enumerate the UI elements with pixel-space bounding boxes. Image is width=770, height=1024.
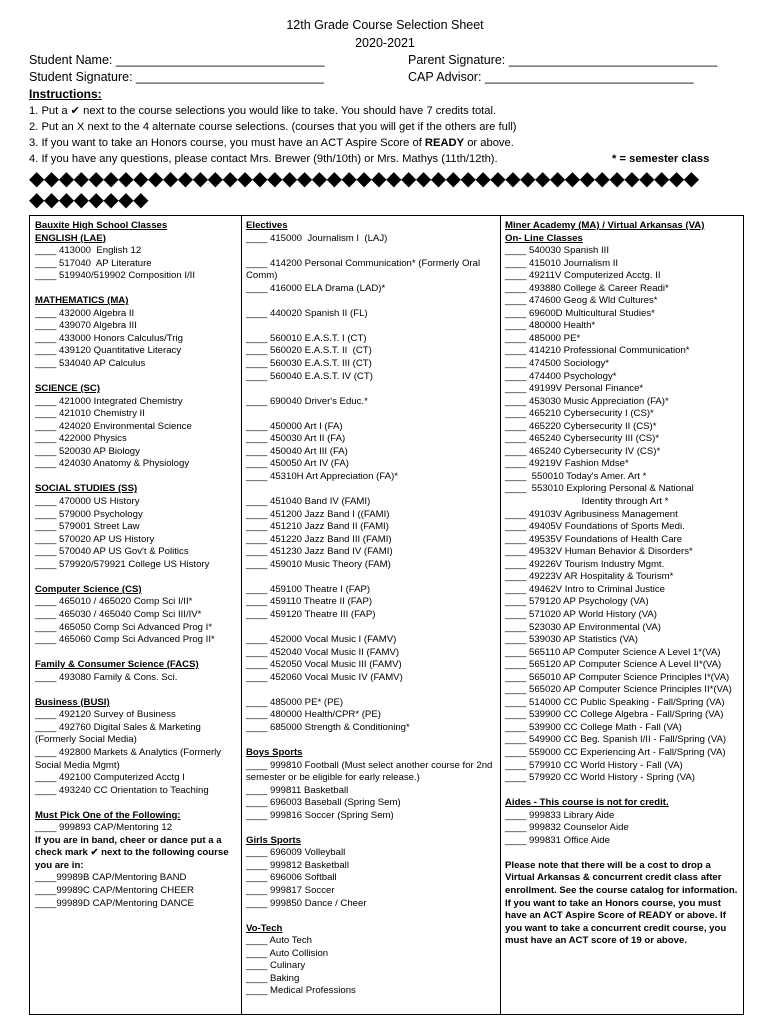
instruction-3 — [29, 137, 514, 149]
list-item[interactable]: ____ 579001 Street Law — [35, 521, 140, 533]
list-item[interactable]: ____ 450050 Art IV (FA) — [246, 458, 349, 470]
instruction-2: 2. Put an X next to the 4 alternate course selections. (courses that you will get if the others are full) — [29, 121, 517, 133]
list-item[interactable]: ____ 579920 CC World History - Spring (VA) — [505, 772, 696, 784]
list-item[interactable]: ____ 465220 Cybersecurity II (CS)* — [505, 420, 657, 432]
list-item[interactable]: ____ Auto Tech — [246, 935, 312, 947]
page-title: 12th Grade Course Selection Sheet — [286, 18, 484, 32]
list-item[interactable]: ____ 570040 AP US Gov't & Politics — [35, 546, 189, 558]
list-item[interactable]: ____ 424030 Anatomy & Physiology — [35, 458, 190, 470]
list-item[interactable]: ____ Baking — [246, 972, 300, 984]
electives-heading: Electives — [246, 220, 288, 231]
list-item[interactable]: ____ 414200 Personal Communication* (Formerly Oral Comm) — [246, 257, 481, 282]
must-pick-heading: Must Pick One of the Following: — [35, 809, 181, 821]
list-item[interactable]: ____ 450000 Art I (FA) — [246, 420, 343, 432]
list-item[interactable]: ____ 49405V Foundations of Sports Medi. — [505, 521, 685, 533]
instruction-3-text: 3. If you want to take an Honors course, you must have an ACT Aspire Score of — [29, 137, 425, 149]
list-item[interactable]: ____ 550010 Today's Amer. Art * — [505, 470, 647, 482]
diamond-divider-row-2: ◆◆◆◆◆◆◆◆ — [29, 190, 149, 210]
list-item[interactable]: ____ 534040 AP Calculus — [35, 358, 146, 370]
list-item[interactable]: ____ 999812 Basketball — [246, 859, 349, 871]
column-divider-1 — [241, 216, 242, 1014]
column-divider-2 — [500, 216, 501, 1014]
list-item[interactable]: ____ 49199V Personal Finance* — [505, 383, 644, 395]
list-item[interactable]: ____ 450040 Art III (FA) — [246, 445, 348, 457]
list-item[interactable]: ____ 999810 Football (Must select another course for 2nd semester or be eligible for early release.) — [246, 759, 493, 784]
column-bauxite — [35, 220, 238, 910]
list-item[interactable]: ____ 452000 Vocal Music I (FAMV) — [246, 634, 397, 646]
list-item[interactable]: ____ 690040 Driver's Educ.* — [246, 395, 368, 407]
online-heading-1: Miner Academy (MA) / Virtual Arkansas (VA) — [505, 220, 705, 231]
list-item[interactable]: ____ 49532V Human Behavior & Disorders* — [505, 546, 693, 558]
virtual-arkansas-note: Please note that there will be a cost to drop a Virtual Arkansas & concurrent credit class after enrollment. See the course catalog for information. If you want to take an Honors course, you must have an ACT Aspire Score of READY or above. If you want to take a concurrent credit course, you must have an ACT score of 19 or above. — [505, 859, 738, 947]
diamond-divider-row-1: ◆◆◆◆◆◆◆◆◆◆◆◆◆◆◆◆◆◆◆◆◆◆◆◆◆◆◆◆◆◆◆◆◆◆◆◆◆◆◆◆◆◆◆◆◆ — [29, 169, 699, 189]
list-item[interactable]: ____ 579920/579921 College US History — [35, 558, 210, 570]
list-item[interactable]: ____ 579000 Psychology — [35, 508, 143, 520]
list-item[interactable]: ____ 49219V Fashion Mdse* — [505, 458, 629, 470]
list-item[interactable]: ____ 539900 CC College Math - Fall (VA) — [505, 721, 682, 733]
list-item[interactable]: ____ 452060 Vocal Music IV (FAMV) — [246, 671, 403, 683]
list-item[interactable]: ____ 450030 Art II (FA) — [246, 433, 346, 445]
list-item[interactable]: ____ 459120 Theatre III (FAP) — [246, 608, 376, 620]
online-heading-2: On- Line Classes — [505, 232, 583, 244]
list-item[interactable]: ____ 999831 Office Aide — [505, 834, 610, 846]
list-item[interactable]: ____ 696003 Baseball (Spring Sem) — [246, 797, 401, 809]
list-item[interactable]: ____ 439070 Algebra III — [35, 320, 137, 332]
instruction-1: 1. Put a ✔ next to the course selections you would like to take. You should have 7 credits total. — [29, 105, 497, 117]
list-item[interactable]: ____ 553010 Exploring Personal & National — [505, 483, 694, 495]
list-item[interactable]: ____ 565010 AP Computer Science Principles I*(VA) — [505, 671, 730, 683]
list-item[interactable]: ____ 415010 Journalism II — [505, 257, 619, 269]
list-item[interactable]: ____ 571020 AP World History (VA) — [505, 608, 657, 620]
course-table — [29, 215, 744, 1015]
list-item[interactable]: ____ 49462V Intro to Criminal Justice — [505, 583, 665, 595]
list-item[interactable]: ____99989D CAP/Mentoring DANCE — [35, 897, 194, 909]
list-item[interactable]: ____ 433000 Honors Calculus/Trig — [35, 332, 183, 344]
list-item[interactable]: ____ 465030 / 465040 Comp Sci III/IV* — [35, 608, 202, 620]
list-item[interactable]: ____ 49535V Foundations of Health Care — [505, 533, 683, 545]
list-item[interactable]: ____ 451220 Jazz Band III (FAMI) — [246, 533, 392, 545]
list-item[interactable]: ____ 414210 Professional Communication* — [505, 345, 690, 357]
list-item[interactable]: ____ 422000 Physics — [35, 433, 127, 445]
list-item[interactable]: ____ 565110 AP Computer Science A Level 1*(VA) — [505, 646, 721, 658]
list-item[interactable]: ____ 465010 / 465020 Comp Sci I/II* — [35, 596, 193, 608]
band-cheer-dance-note: If you are in band, cheer or dance put a a check mark ✔ next to the following course you are in: — [35, 834, 229, 871]
list-item[interactable]: ____ 579910 CC World History - Fall (VA) — [505, 759, 683, 771]
list-item[interactable]: ____ 459010 Music Theory (FAM) — [246, 558, 391, 570]
list-item[interactable]: ____ 492100 Computerized Acctg I — [35, 772, 185, 784]
business-heading: Business (BUSI) — [35, 696, 110, 708]
online-list-2 — [505, 509, 745, 785]
list-item[interactable]: ____ 539030 AP Statistics (VA) — [505, 634, 638, 646]
boys-sports-heading: Boys Sports — [246, 746, 303, 758]
list-item[interactable]: ____ 519940/519902 Composition I/II — [35, 270, 196, 282]
list-item[interactable]: ____ 421000 Integrated Chemistry — [35, 395, 183, 407]
instruction-3-ready: READY — [424, 137, 465, 149]
list-item[interactable]: ____ 492800 Markets & Analytics (Formerly Social Media Mgmt) — [35, 746, 222, 771]
list-item[interactable]: ____ 999811 Basketball — [246, 784, 349, 796]
list-item[interactable]: ____ 999893 CAP/Mentoring 12 — [35, 822, 173, 834]
list-item[interactable]: ____ 539900 CC College Algebra - Fall/Spring (VA) — [505, 709, 724, 721]
aides-heading: Aides - This course is not for credit. — [505, 797, 669, 809]
list-item[interactable]: ____ 565120 AP Computer Science A Level II*(VA) — [505, 659, 722, 671]
list-item[interactable]: ____ 451230 Jazz Band IV (FAMI) — [246, 546, 393, 558]
list-item[interactable]: ____ 560010 E.A.S.T. I (CT) — [246, 332, 367, 344]
cap-advisor-field[interactable]: CAP Advisor: ______________________________ — [408, 70, 694, 84]
list-item[interactable]: ____ 439120 Quantitative Literacy — [35, 345, 182, 357]
list-item[interactable]: ____ 999817 Soccer — [246, 884, 335, 896]
list-item[interactable]: ____ 451040 Band IV (FAMI) — [246, 496, 371, 508]
list-item[interactable]: ____ 432000 Algebra II — [35, 307, 135, 319]
list-item[interactable]: ____ 413000 English 12 — [35, 245, 142, 257]
list-item[interactable]: ____ 685000 Strength & Conditioning* — [246, 721, 410, 733]
list-item[interactable]: ____ Culinary — [246, 960, 306, 972]
list-item[interactable]: ____ 493240 CC Orientation to Teaching — [35, 784, 209, 796]
list-item[interactable]: ____ 523030 AP Environmental (VA) — [505, 621, 661, 633]
list-item[interactable]: ____ 570020 AP US History — [35, 533, 155, 545]
list-item[interactable]: ____ 45310H Art Appreciation (FA)* — [246, 470, 398, 482]
list-item[interactable]: ____ 459100 Theatre I (FAP) — [246, 583, 371, 595]
list-item[interactable]: ____ 492120 Survey of Business — [35, 709, 176, 721]
list-item[interactable]: ____ 560040 E.A.S.T. IV (CT) — [246, 370, 373, 382]
list-item[interactable]: ____ 485000 PE* (PE) — [246, 696, 344, 708]
science-heading: SCIENCE (SC) — [35, 383, 101, 395]
list-item[interactable]: ____ 69600D Multicultural Studies* — [505, 307, 655, 319]
list-item[interactable]: ____ 465050 Comp Sci Advanced Prog I* — [35, 621, 213, 633]
instruction-4: 4. If you have any questions, please contact Mrs. Brewer (9th/10th) or Mrs. Mathys (11th/12th). — [29, 153, 498, 165]
list-item[interactable]: ____ 421010 Chemistry II — [35, 408, 145, 420]
math-heading: MATHEMATICS (MA) — [35, 295, 129, 307]
online-list-1 — [505, 245, 745, 483]
list-item[interactable]: ____ Medical Professions — [246, 985, 356, 997]
list-item[interactable]: ____ 559000 CC Experiencing Art - Fall/Spring (VA) — [505, 746, 726, 758]
list-item[interactable]: ____ 459110 Theatre II (FAP) — [246, 596, 373, 608]
list-item[interactable]: ____ 696009 Volleyball — [246, 847, 346, 859]
list-item[interactable]: ____ 485000 PE* — [505, 332, 581, 344]
list-item[interactable]: ____ 453030 Music Appreciation (FA)* — [505, 395, 669, 407]
list-item[interactable]: ____ 999832 Counselor Aide — [505, 822, 629, 834]
school-heading: Bauxite High School Classes — [35, 220, 168, 231]
list-item[interactable]: ____ 424020 Environmental Science — [35, 420, 192, 432]
list-item[interactable]: ____99989C CAP/Mentoring CHEER — [35, 884, 194, 896]
list-item[interactable]: ____ 493080 Family & Cons. Sci. — [35, 671, 178, 683]
column-online — [505, 220, 745, 948]
list-item[interactable]: ____ 492760 Digital Sales & Marketing (Formerly Social Media) — [35, 721, 201, 746]
list-item[interactable]: ____ 440020 Spanish II (FL) — [246, 307, 368, 319]
list-item[interactable]: ____ 480000 Health* — [505, 320, 596, 332]
list-item[interactable]: ____ 474400 Psychology* — [505, 370, 617, 382]
list-item[interactable]: ____ 560020 E.A.S.T. II (CT) — [246, 345, 372, 357]
girls-sports-heading: Girls Sports — [246, 834, 301, 846]
list-item[interactable]: ____ 465240 Cybersecurity IV (CS)* — [505, 445, 661, 457]
list-item[interactable]: ____ 49103V Agribusiness Management — [505, 508, 678, 520]
list-item[interactable]: ____ 565020 AP Computer Science Principles II*(VA) — [505, 684, 732, 696]
list-item[interactable]: ____ 416000 ELA Drama (LAD)* — [246, 282, 386, 294]
list-item[interactable]: ____ 465210 Cybersecurity I (CS)* — [505, 408, 654, 420]
list-item[interactable]: ____ 451210 Jazz Band II (FAMI) — [246, 521, 389, 533]
english-heading: ENGLISH (LAE) — [35, 232, 106, 244]
list-item[interactable]: ____ 579120 AP Psychology (VA) — [505, 596, 649, 608]
list-item[interactable]: ____ 540030 Spanish III — [505, 245, 610, 257]
list-item[interactable]: ____ 999850 Dance / Cheer — [246, 897, 367, 909]
list-item[interactable]: ____ 474500 Sociology* — [505, 358, 610, 370]
instructions-heading: Instructions: — [29, 87, 102, 101]
parent-signature-field[interactable]: Parent Signature: ______________________________ — [408, 53, 718, 67]
list-item[interactable]: ____ 49223V AR Hospitality & Tourism* — [505, 571, 674, 583]
list-item[interactable]: ____ 520030 AP Biology — [35, 445, 140, 457]
list-item[interactable]: ____99989B CAP/Mentoring BAND — [35, 872, 187, 884]
list-item-continuation: Identity through Art * — [581, 496, 669, 508]
list-item[interactable]: ____ 49211V Computerized Acctg. II — [505, 270, 661, 282]
school-year: 2020-2021 — [355, 36, 415, 50]
list-item[interactable]: ____ Auto Collision — [246, 947, 329, 959]
list-item[interactable]: ____ 493880 College & Career Readi* — [505, 282, 669, 294]
list-item[interactable]: ____ 465240 Cybersecurity III (CS)* — [505, 433, 660, 445]
social-studies-heading: SOCIAL STUDIES (SS) — [35, 483, 138, 495]
list-item[interactable]: ____ 474600 Geog & Wld Cultures* — [505, 295, 658, 307]
list-item[interactable]: ____ 696006 Softball — [246, 872, 337, 884]
votech-heading: Vo-Tech — [246, 922, 283, 934]
student-signature-field[interactable]: Student Signature: ___________________________ — [29, 70, 324, 84]
list-item[interactable]: ____ 470000 US History — [35, 496, 140, 508]
instruction-3-end: or above. — [464, 137, 514, 149]
list-item[interactable]: ____ 452050 Vocal Music III (FAMV) — [246, 659, 402, 671]
facs-heading: Family & Consumer Science (FACS) — [35, 659, 199, 671]
list-item[interactable]: ____ 549900 CC Beg. Spanish I/II - Fall/Spring (VA) — [505, 734, 727, 746]
list-item[interactable]: ____ 999816 Soccer (Spring Sem) — [246, 809, 394, 821]
list-item[interactable]: ____ 49226V Tourism Industry Mgmt. — [505, 558, 665, 570]
computer-science-heading: Computer Science (CS) — [35, 583, 142, 595]
list-item[interactable]: ____ 465060 Comp Sci Advanced Prog II* — [35, 634, 215, 646]
list-item[interactable]: ____ 452040 Vocal Music II (FAMV) — [246, 646, 400, 658]
list-item[interactable]: ____ 514000 CC Public Speaking - Fall/Spring (VA) — [505, 696, 725, 708]
list-item[interactable]: ____ 517040 AP Literature — [35, 257, 152, 269]
list-item[interactable]: ____ 480000 Health/CPR* (PE) — [246, 709, 381, 721]
column-electives — [246, 220, 496, 998]
list-item[interactable]: ____ 451200 Jazz Band I ((FAMI) — [246, 508, 390, 520]
list-item[interactable]: ____ 415000 Journalism I (LAJ) — [246, 232, 388, 244]
list-item[interactable]: ____ 560030 E.A.S.T. III (CT) — [246, 358, 372, 370]
list-item[interactable]: ____ 999833 Library Aide — [505, 809, 615, 821]
student-name-field[interactable]: Student Name: ______________________________ — [29, 53, 325, 67]
semester-legend: * = semester class — [612, 153, 710, 165]
